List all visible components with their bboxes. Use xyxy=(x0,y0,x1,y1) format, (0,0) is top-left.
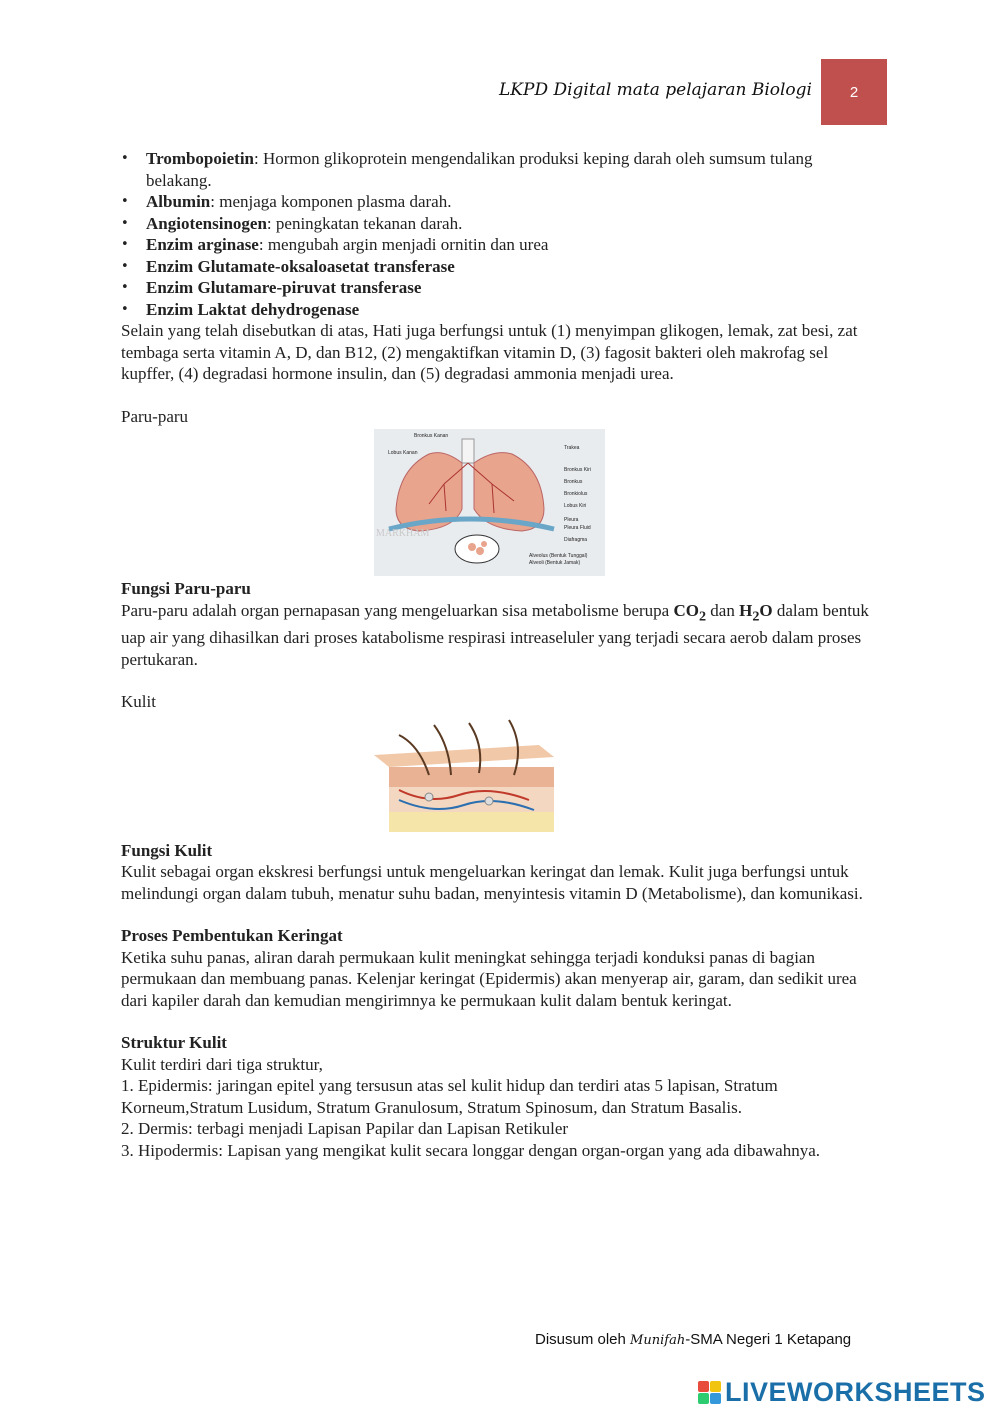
label-trakea: Trakea xyxy=(564,445,580,451)
author-signature: Munifah xyxy=(630,1333,686,1348)
label-diafragma: Diafragma xyxy=(564,537,588,543)
page-number-badge: 2 xyxy=(821,59,887,125)
sweat-text: Ketika suhu panas, aliran darah permukaan kulit meningkat sehingga terjadi konduksi panas di bagian permukaan dan membuang panas. Kelenjar keringat (Epidermis) akan menyerap air, garam, dan sedikit urea dari kapiler darah dan kemudian mengirimnya ke permukaan kulit dalam bentuk keringat. xyxy=(121,947,857,1010)
skin-structure-line: 3. Hipodermis: Lapisan yang mengikat kulit secara longgar dengan organ-organ yang ada dibawahnya. xyxy=(121,1140,820,1160)
skin-structure-line: 2. Dermis: terbagi menjadi Lapisan Papilar dan Lapisan Retikuler xyxy=(121,1119,569,1139)
header-title: LKPD Digital mata pelajaran Biologi xyxy=(499,80,812,100)
label-pleura-fluid: Pleura Fluid xyxy=(564,525,591,531)
skin-structure-line: 1. Epidermis: jaringan epitel yang tersusun atas sel kulit hidup dan terdiri atas 5 lapisan, Stratum Korneum,Stratum Lusidum, Stratum Granulosum, Stratum Spinosum, dan Stratum Basalis. xyxy=(121,1076,778,1117)
list-item: • Enzim arginase: mengubah argin menjadi ornitin dan urea xyxy=(146,234,881,256)
watermark: MARKHAM xyxy=(376,528,430,539)
liver-paragraph: Selain yang telah disebutkan di atas, Hati juga berfungsi untuk (1) menyimpan glikogen, lemak, zat besi, zat tembaga serta vitamin A, D, dan B12, (2) mengaktifkan vitamin D, (3) fagosit bakteri oleh makrofag sel kupffer, (4) degradasi hormone insulin, dan (5) degradasi ammonia menjadi urea. xyxy=(121,321,858,383)
label-alveoli: Alveoli (Bentuk Jamak) xyxy=(529,560,581,566)
skin-structure-heading: Struktur Kulit xyxy=(121,1033,227,1053)
lungs-function-text: Paru-paru adalah organ pernapasan yang mengeluarkan sisa metabolisme berupa $CO_2$ dan $H_2O$ dalam bentuk uap air yang dihasilkan dari proses katabolisme respirasi intreaseluler yang terjadi secara aerob dalam proses pertukaran. xyxy=(121,600,869,669)
label-lobus-kiri: Lobus Kiri xyxy=(564,503,587,509)
footer-credit: Disusum oleh Munifah-SMA Negeri 1 Ketapang xyxy=(535,1331,852,1348)
label-bronkus-kanan: Bronkus Kanan xyxy=(414,433,449,439)
skin-label: Kulit xyxy=(121,692,156,712)
skin-structure-line: Kulit terdiri dari tiga struktur, xyxy=(121,1054,323,1074)
label-bronkus: Bronkus xyxy=(564,479,583,485)
list-item: • Enzim Laktat dehydrogenase xyxy=(146,299,881,321)
list-item: • Albumin: menjaga komponen plasma darah. xyxy=(146,191,881,213)
list-item: • Enzim Glutamare-piruvat transferase xyxy=(146,277,881,299)
label-alveolus: Alveolus (Bentuk Tunggal) xyxy=(529,553,588,559)
lungs-label: Paru-paru xyxy=(121,406,189,426)
liver-protein-list xyxy=(121,148,881,320)
liveworksheets-logo-icon xyxy=(698,1381,722,1405)
list-item: • Angiotensinogen: peningkatan tekanan darah. xyxy=(146,213,881,235)
skin-diagram xyxy=(339,715,571,838)
main-content xyxy=(121,148,881,1161)
sweat-heading: Proses Pembentukan Keringat xyxy=(121,926,343,946)
label-pleura: Pleura xyxy=(564,517,579,523)
skin-function-text: Kulit sebagai organ ekskresi berfungsi untuk mengeluarkan keringat dan lemak. Kulit juga berfungsi untuk melindungi organ dalam tubuh, menatur suhu badan, menyintesis vitamin D (Metabolisme), dan komunikasi. xyxy=(121,862,863,903)
lungs-function-heading: Fungsi Paru-paru xyxy=(121,579,251,598)
liveworksheets-brand[interactable] xyxy=(698,1377,986,1408)
label-bronkiolus: Bronkiolus xyxy=(564,491,588,497)
list-item: • Trombopoietin: Hormon glikoprotein mengendalikan produksi keping darah oleh sumsum tulang belakang. xyxy=(146,148,881,191)
skin-function-heading: Fungsi Kulit xyxy=(121,840,213,860)
label-lobus-kanan: Lobus Kanan xyxy=(388,450,418,456)
brand-name: LIVEWORKSHEETS xyxy=(725,1377,986,1407)
label-bronkus-kiri: Bronkus Kiri xyxy=(564,467,591,473)
lungs-diagram xyxy=(374,429,605,576)
list-item: • Enzim Glutamate-oksaloasetat transferase xyxy=(146,256,881,278)
